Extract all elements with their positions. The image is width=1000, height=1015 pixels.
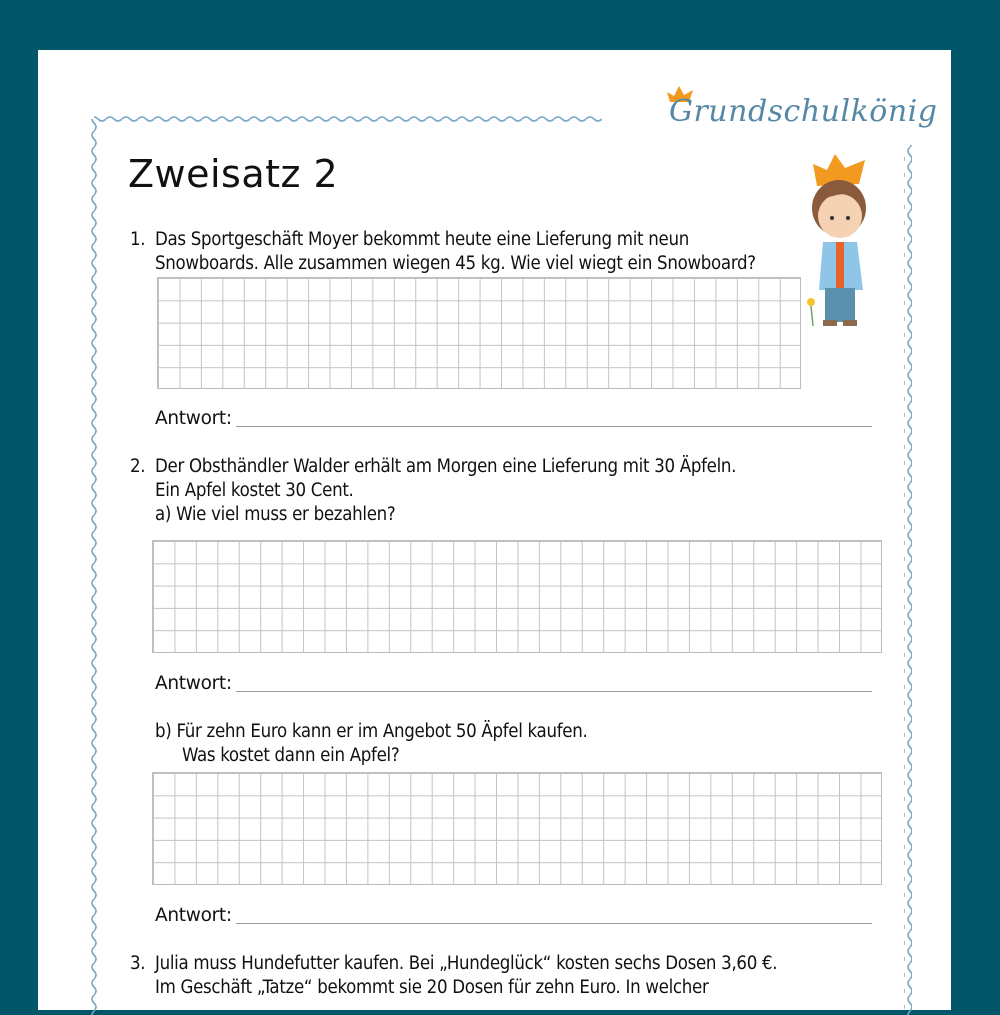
subtask-a [155,503,736,527]
subtask-b [155,720,587,768]
brand-name: Grundschulkönig [669,94,938,129]
answer-grid-task-2a[interactable] [152,540,882,653]
boy-with-crown-illustration [803,150,883,330]
task-number: 2. [130,456,146,477]
subtask-line: Was kostet dann ein Apfel? [182,745,400,766]
answer-label: Antwort: [155,408,232,429]
answer-grid-task-2b[interactable] [152,772,882,885]
answer-label: Antwort: [155,905,232,926]
task-3 [130,952,777,1000]
task-line: Im Geschäft „Tatze“ bekommt sie 20 Dosen für zehn Euro. In welcher [155,977,709,998]
answer-line-task-1[interactable] [236,426,872,427]
task-line: Julia muss Hundefutter kaufen. Bei „Hundeglück“ kosten sechs Dosen 3,60 €. [155,953,778,974]
answer-line-task-2a[interactable] [236,691,872,692]
task-line: Ein Apfel kostet 30 Cent. [155,480,354,501]
subtask-label: a) [155,504,172,525]
answer-grid-task-1[interactable] [157,277,801,389]
task-number: 1. [130,229,146,250]
task-line: Das Sportgeschäft Moyer bekommt heute eine Lieferung mit neun [155,229,689,250]
task-number: 3. [130,953,146,974]
task-1 [130,228,756,276]
subtask-label: b) [155,721,172,742]
answer-line-task-2b[interactable] [236,923,872,924]
answer-label: Antwort: [155,673,232,694]
task-line: Snowboards. Alle zusammen wiegen 45 kg. Wie viel wiegt ein Snowboard? [155,253,756,274]
page-title: Zweisatz 2 [128,152,339,196]
brand-logo [633,80,938,140]
worksheet-page [38,50,951,1010]
subtask-line: Wie viel muss er bezahlen? [176,504,396,525]
subtask-line: Für zehn Euro kann er im Angebot 50 Äpfel kaufen. [176,721,588,742]
task-line: Der Obsthändler Walder erhält am Morgen eine Lieferung mit 30 Äpfeln. [155,456,737,477]
task-2 [130,455,736,527]
